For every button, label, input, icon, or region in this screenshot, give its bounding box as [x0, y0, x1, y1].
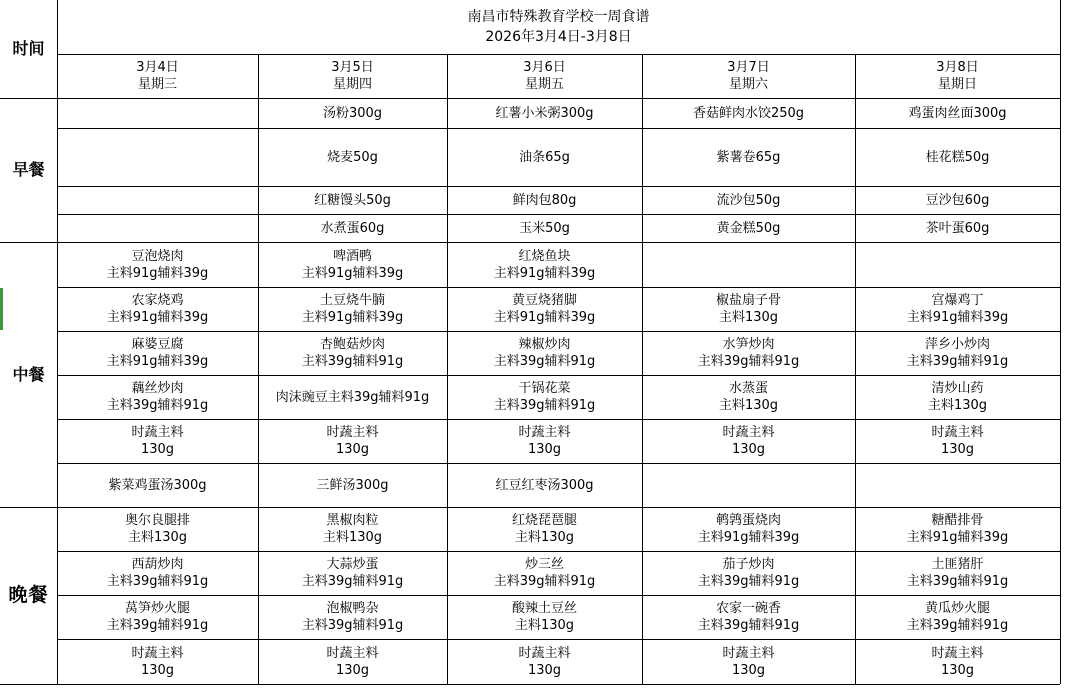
dinner-cell-text-2: 130g [335, 662, 370, 678]
dinner-cell-text-2: 130g [940, 662, 975, 678]
dinner-cell[interactable] [447, 507, 642, 551]
grid-line [57, 375, 1060, 376]
breakfast-cell-text-1: 鸡蛋肉丝面300g [908, 105, 1007, 121]
breakfast-cell-text-1: 茶叶蛋60g [925, 220, 990, 236]
dinner-cell-text-2: 主料130g [127, 530, 188, 545]
lunch-cell[interactable] [258, 419, 447, 463]
lunch-cell-text-2: 主料91g辅料39g [106, 310, 209, 325]
lunch-cell-text-1: 宫爆鸡丁 [931, 293, 984, 308]
breakfast-cell-text-1: 流沙包50g [716, 192, 781, 208]
dinner-cell-text-1: 炒三丝 [524, 557, 564, 572]
day-header-4[interactable] [642, 54, 855, 98]
lunch-cell-text-1: 水笋炒肉 [722, 337, 775, 352]
lunch-cell-text-1: 清炒山药 [931, 381, 984, 396]
grid-line [1060, 0, 1061, 684]
grid-line [0, 684, 1060, 685]
dinner-cell[interactable] [258, 507, 447, 551]
lunch-cell-text-2: 主料91g辅料39g [106, 265, 209, 281]
lunch-cell-text-1: 椒盐扇子骨 [715, 293, 781, 308]
dinner-cell-text-2: 主料39g辅料91g [697, 574, 800, 589]
breakfast-cell[interactable] [57, 214, 258, 242]
grid-line [447, 54, 448, 684]
breakfast-cell[interactable] [642, 98, 855, 128]
grid-line [57, 186, 1060, 187]
meal-label-breakfast-text-1: 早餐 [12, 160, 45, 179]
lunch-cell[interactable] [447, 242, 642, 287]
day-header-5-text-1: 3月8日 [936, 60, 979, 75]
breakfast-cell-text-1: 红薯小米粥300g [495, 105, 594, 121]
breakfast-cell-text-1: 红糖馒头50g [314, 192, 391, 208]
lunch-cell-text-2: 主料91g辅料39g [493, 265, 596, 281]
dinner-cell[interactable] [258, 551, 447, 595]
lunch-cell-text-1: 时蔬主料 [326, 425, 379, 440]
lunch-cell-text-1: 水蒸蛋 [728, 381, 768, 396]
lunch-cell-text-2: 主料91g辅料39g [301, 265, 404, 281]
lunch-cell[interactable] [258, 375, 447, 419]
lunch-cell-text-2: 主料91g辅料39g [106, 354, 209, 369]
lunch-cell[interactable] [447, 419, 642, 463]
lunch-cell[interactable] [855, 287, 1060, 331]
lunch-cell[interactable] [642, 242, 855, 287]
dinner-cell-text-1: 大蒜炒蛋 [326, 557, 379, 572]
breakfast-cell[interactable] [855, 98, 1060, 128]
breakfast-cell[interactable] [855, 186, 1060, 214]
lunch-cell[interactable] [855, 419, 1060, 463]
meal-label-lunch[interactable] [0, 242, 57, 507]
dinner-cell[interactable] [642, 639, 855, 684]
dinner-cell[interactable] [57, 595, 258, 639]
breakfast-cell-text-1: 汤粉300g [322, 105, 383, 121]
dinner-cell-text-1: 时蔬主料 [326, 645, 379, 661]
grid-line [57, 639, 1060, 640]
lunch-cell[interactable] [642, 463, 855, 507]
day-header-5[interactable] [855, 54, 1060, 98]
lunch-cell-text-1: 时蔬主料 [931, 425, 984, 440]
menu-title-text-2: 2026年3月4日-3月8日 [485, 29, 632, 45]
dinner-cell-text-2: 130g [527, 662, 562, 678]
breakfast-cell-text-1: 香菇鲜肉水饺250g [692, 105, 805, 121]
time-header[interactable] [0, 0, 57, 98]
dinner-cell[interactable] [447, 551, 642, 595]
lunch-cell-text-1: 辣椒炒肉 [518, 337, 571, 352]
dinner-cell-text-2: 主料130g [514, 618, 575, 633]
grid-line [0, 507, 1060, 508]
lunch-cell[interactable] [57, 331, 258, 375]
lunch-cell-text-2: 主料39g辅料91g [493, 354, 596, 369]
grid-line [57, 551, 1060, 552]
breakfast-cell-text-1: 水煮蛋60g [320, 220, 385, 236]
menu-title-text-1: 南昌市特殊教育学校一周食谱 [467, 9, 650, 25]
row-selection-marker [0, 288, 3, 330]
breakfast-cell[interactable] [642, 128, 855, 186]
dinner-cell[interactable] [855, 595, 1060, 639]
lunch-cell-text-1: 麻婆豆腐 [131, 337, 184, 352]
lunch-cell[interactable] [57, 242, 258, 287]
dinner-cell-text-1: 茄子炒肉 [722, 557, 775, 572]
lunch-cell-text-1: 时蔬主料 [518, 425, 571, 440]
dinner-cell[interactable] [447, 639, 642, 684]
lunch-cell[interactable] [258, 331, 447, 375]
dinner-cell-text-1: 泡椒鸭杂 [326, 601, 379, 616]
lunch-cell-text-2: 主料130g [718, 310, 779, 325]
dinner-cell-text-1: 黑椒肉粒 [326, 513, 379, 528]
grid-line [57, 54, 1060, 55]
dinner-cell[interactable] [855, 507, 1060, 551]
lunch-cell[interactable] [642, 419, 855, 463]
time-header-text-1: 时间 [12, 39, 45, 58]
dinner-cell[interactable] [57, 551, 258, 595]
breakfast-cell[interactable] [447, 186, 642, 214]
dinner-cell-text-1: 时蔬主料 [722, 645, 775, 661]
grid-line [57, 419, 1060, 420]
lunch-cell-text-1: 农家烧鸡 [131, 293, 184, 308]
lunch-cell-text-2: 主料91g辅料39g [301, 310, 404, 325]
dinner-cell-text-1: 土匪猪肝 [931, 557, 984, 572]
lunch-cell[interactable] [855, 463, 1060, 507]
meal-label-lunch-text-1: 中餐 [12, 364, 45, 384]
breakfast-cell[interactable] [57, 186, 258, 214]
breakfast-cell[interactable] [855, 214, 1060, 242]
breakfast-cell[interactable] [258, 186, 447, 214]
day-header-3[interactable] [447, 54, 642, 98]
dinner-cell-text-2: 主料39g辅料91g [301, 618, 404, 633]
lunch-cell-text-2: 130g [940, 442, 975, 457]
dinner-cell-text-1: 红烧琵琶腿 [511, 513, 577, 528]
lunch-cell[interactable] [855, 331, 1060, 375]
dinner-cell-text-1: 时蔬主料 [931, 645, 984, 661]
grid-line [57, 214, 1060, 215]
breakfast-cell-text-1: 油条65g [519, 149, 570, 165]
breakfast-cell[interactable] [855, 128, 1060, 186]
dinner-cell-text-2: 主料130g [514, 530, 575, 545]
breakfast-cell[interactable] [57, 98, 258, 128]
dinner-cell-text-2: 主料39g辅料91g [106, 574, 209, 589]
lunch-cell[interactable] [57, 375, 258, 419]
grid-line [0, 242, 1060, 243]
day-header-2[interactable] [258, 54, 447, 98]
dinner-cell-text-2: 主料91g辅料39g [906, 530, 1009, 545]
lunch-cell[interactable] [258, 287, 447, 331]
dinner-cell-text-2: 主料39g辅料91g [906, 618, 1009, 633]
lunch-cell-text-1: 黄豆烧猪脚 [511, 293, 577, 308]
lunch-cell-text-1: 三鲜汤300g [316, 477, 389, 493]
grid-line [0, 98, 1060, 99]
dinner-cell-text-2: 主料39g辅料91g [906, 574, 1009, 589]
dinner-cell[interactable] [258, 595, 447, 639]
grid-line [57, 287, 1060, 288]
lunch-cell[interactable] [447, 375, 642, 419]
dinner-cell[interactable] [642, 551, 855, 595]
breakfast-cell[interactable] [258, 128, 447, 186]
day-header-3-text-1: 3月6日 [523, 60, 566, 75]
breakfast-cell[interactable] [642, 186, 855, 214]
dinner-cell-text-2: 主料39g辅料91g [301, 574, 404, 589]
breakfast-cell[interactable] [447, 128, 642, 186]
day-header-4-text-1: 3月7日 [727, 60, 770, 75]
dinner-cell-text-1: 黄瓜炒火腿 [924, 601, 990, 616]
lunch-cell-text-2: 主料39g辅料91g [493, 398, 596, 413]
lunch-cell[interactable] [855, 242, 1060, 287]
grid-line [642, 54, 643, 684]
breakfast-cell-text-1: 豆沙包60g [925, 192, 990, 208]
grid-line [855, 54, 856, 684]
grid-line [57, 463, 1060, 464]
dinner-cell-text-1: 酸辣土豆丝 [511, 601, 577, 616]
dinner-cell-text-2: 130g [140, 662, 175, 678]
dinner-cell-text-1: 时蔬主料 [518, 645, 571, 661]
dinner-cell-text-2: 主料39g辅料91g [697, 618, 800, 633]
lunch-cell[interactable] [258, 242, 447, 287]
meal-label-dinner[interactable] [0, 507, 57, 684]
lunch-cell-text-1: 时蔬主料 [722, 425, 775, 440]
breakfast-cell[interactable] [258, 214, 447, 242]
lunch-cell-text-1: 肉沫豌豆主料39g辅料91g [275, 389, 430, 405]
menu-title[interactable] [57, 0, 1060, 54]
lunch-cell-text-1: 萍乡小炒肉 [924, 337, 990, 352]
day-header-1[interactable] [57, 54, 258, 98]
lunch-cell[interactable] [447, 331, 642, 375]
meal-label-dinner-text-1: 晚餐 [8, 584, 49, 606]
lunch-cell-text-2: 130g [731, 442, 766, 457]
lunch-cell[interactable] [57, 419, 258, 463]
dinner-cell-text-2: 主料91g辅料39g [697, 530, 800, 545]
lunch-cell-text-2: 主料39g辅料91g [106, 398, 209, 413]
lunch-cell[interactable] [57, 287, 258, 331]
lunch-cell[interactable] [258, 463, 447, 507]
dinner-cell-text-2: 主料39g辅料91g [106, 618, 209, 633]
grid-line [57, 595, 1060, 596]
lunch-cell[interactable] [57, 463, 258, 507]
meal-label-breakfast[interactable] [0, 98, 57, 242]
lunch-cell-text-2: 主料130g [927, 398, 988, 413]
grid-line [57, 128, 1060, 129]
lunch-cell[interactable] [447, 463, 642, 507]
dinner-cell[interactable] [855, 639, 1060, 684]
lunch-cell-text-2: 主料130g [718, 398, 779, 413]
dinner-cell-text-2: 主料39g辅料91g [493, 574, 596, 589]
day-header-1-text-2: 星期三 [137, 77, 177, 92]
breakfast-cell[interactable] [258, 98, 447, 128]
lunch-cell[interactable] [642, 331, 855, 375]
lunch-cell[interactable] [642, 375, 855, 419]
lunch-cell-text-1: 紫菜鸡蛋汤300g [108, 477, 207, 493]
lunch-cell-text-1: 啤酒鸭 [332, 248, 372, 264]
breakfast-cell-text-1: 玉米50g [519, 220, 570, 236]
breakfast-cell-text-1: 黄金糕50g [716, 220, 781, 236]
dinner-cell-text-1: 奥尔良腿排 [124, 513, 190, 528]
breakfast-cell-text-1: 烧麦50g [327, 149, 378, 165]
lunch-cell-text-2: 主料39g辅料91g [906, 354, 1009, 369]
dinner-cell[interactable] [57, 639, 258, 684]
day-header-2-text-1: 3月5日 [331, 60, 374, 75]
day-header-2-text-2: 星期四 [332, 77, 372, 92]
lunch-cell-text-1: 红豆红枣汤300g [495, 477, 594, 493]
dinner-cell-text-1: 西葫炒肉 [131, 557, 184, 572]
lunch-cell-text-2: 主料39g辅料91g [301, 354, 404, 369]
breakfast-cell-text-1: 紫薯卷65g [716, 149, 781, 165]
dinner-cell[interactable] [447, 595, 642, 639]
grid-line [57, 0, 58, 684]
lunch-cell-text-2: 130g [527, 442, 562, 457]
lunch-cell-text-1: 红烧鱼块 [518, 248, 571, 264]
grid-line [258, 54, 259, 684]
dinner-cell-text-1: 鹌鹑蛋烧肉 [715, 513, 781, 528]
breakfast-cell[interactable] [447, 214, 642, 242]
lunch-cell-text-2: 130g [140, 442, 175, 457]
lunch-cell-text-1: 土豆烧牛腩 [319, 293, 385, 308]
grid-line [57, 331, 1060, 332]
day-header-4-text-2: 星期六 [728, 77, 768, 92]
lunch-cell-text-1: 干锅花菜 [518, 381, 571, 396]
lunch-cell[interactable] [642, 287, 855, 331]
lunch-cell-text-2: 主料91g辅料39g [493, 310, 596, 325]
dinner-cell-text-2: 主料130g [322, 530, 383, 545]
lunch-cell-text-1: 藕丝炒肉 [131, 381, 184, 396]
dinner-cell-text-1: 莴笋炒火腿 [124, 601, 190, 616]
dinner-cell-text-2: 130g [731, 662, 766, 678]
dinner-cell-text-1: 时蔬主料 [131, 645, 184, 661]
lunch-cell-text-1: 杏鲍菇炒肉 [319, 337, 385, 352]
breakfast-cell[interactable] [642, 214, 855, 242]
dinner-cell[interactable] [57, 507, 258, 551]
lunch-cell-text-1: 豆泡烧肉 [131, 248, 184, 264]
lunch-cell-text-2: 主料91g辅料39g [906, 310, 1009, 325]
dinner-cell[interactable] [855, 551, 1060, 595]
day-header-5-text-2: 星期日 [937, 77, 977, 92]
breakfast-cell-text-1: 鲜肉包80g [512, 192, 577, 208]
dinner-cell-text-1: 农家一碗香 [715, 601, 781, 616]
breakfast-cell[interactable] [57, 128, 258, 186]
day-header-1-text-1: 3月4日 [136, 60, 179, 75]
dinner-cell-text-1: 糖醋排骨 [931, 513, 984, 528]
lunch-cell-text-1: 时蔬主料 [131, 425, 184, 440]
lunch-cell-text-2: 主料39g辅料91g [697, 354, 800, 369]
lunch-cell[interactable] [855, 375, 1060, 419]
day-header-3-text-2: 星期五 [524, 77, 564, 92]
dinner-cell[interactable] [258, 639, 447, 684]
lunch-cell-text-2: 130g [335, 442, 370, 457]
dinner-cell[interactable] [642, 507, 855, 551]
dinner-cell[interactable] [642, 595, 855, 639]
breakfast-cell[interactable] [447, 98, 642, 128]
lunch-cell[interactable] [447, 287, 642, 331]
breakfast-cell-text-1: 桂花糕50g [925, 149, 990, 165]
